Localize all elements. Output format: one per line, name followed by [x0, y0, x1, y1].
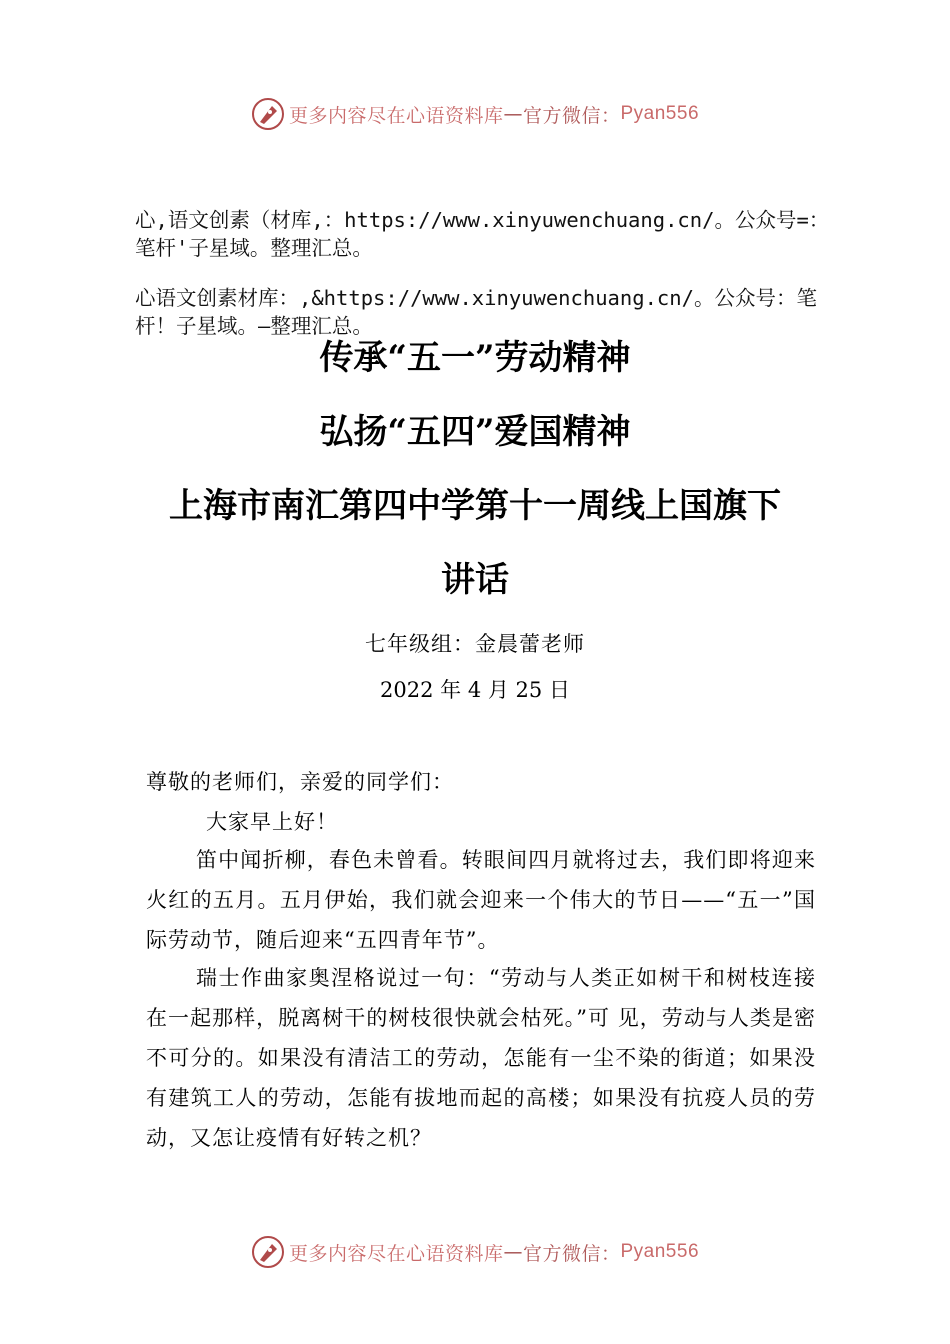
footer-banner-text: 更多内容尽在心语资料库	[288, 1242, 504, 1265]
footer-banner-wechat-id: Pyan556	[620, 1241, 700, 1262]
author-line: 七年级组：金晨蕾老师	[365, 632, 585, 656]
title-line-1: 传承“五一”劳动精神	[319, 338, 631, 378]
paragraph-2: 瑞士作曲家奥涅格说过一句：“劳动与人类正如树干和树枝连接在一起那样，脱离树干的树枝很快就会枯死。”可 见，劳动与人类是密不可分的。如果没有清洁工的劳动，怎能有一尘不染的街道；如果没有建筑工人的劳动，怎能有拔地而起的高楼；如果没有抗疫人员的劳动，又怎让疫情有好转之机？	[146, 966, 816, 1150]
footer-banner	[0, 1232, 950, 1272]
header-banner-dash: —	[503, 103, 523, 125]
greeting: 尊敬的老师们，亲爱的同学们：	[146, 770, 454, 794]
hello-line: 大家早上好！	[206, 810, 338, 834]
title-line-4: 讲话	[441, 560, 509, 600]
header-banner-wechat-label: 官方微信：	[522, 104, 621, 127]
header-banner-wechat-id: Pyan556	[620, 103, 700, 124]
pen-nib-logo-icon	[251, 1235, 285, 1269]
watermark-line-2: 心语文创素材库：,&https://www.xinyuwenchuang.cn/。公众号：笔杆！子星域。—整理汇总。	[135, 286, 817, 338]
watermark-line-1: 心,语文创素（材库,：https://www.xinyuwenchuang.cn/。公众号=：笔杆'子星域。整理汇总。	[135, 208, 830, 260]
header-banner-text: 更多内容尽在心语资料库	[288, 104, 504, 127]
pen-nib-logo-icon	[251, 97, 285, 131]
title-line-2: 弘扬“五四”爱国精神	[319, 412, 631, 452]
title-line-3: 上海市南汇第四中学第十一周线上国旗下	[169, 486, 781, 526]
footer-banner-wechat-label: 官方微信：	[522, 1242, 621, 1265]
paragraph-1: 笛中闻折柳，春色未曾看。转眼间四月就将过去，我们即将迎来火红的五月。五月伊始，我们就会迎来一个伟大的节日——“五一”国际劳动节，随后迎来“五四青年节”。	[146, 848, 816, 952]
date-line: 2022 年 4 月 25 日	[380, 678, 570, 702]
footer-banner-dash: —	[503, 1241, 523, 1263]
header-banner	[0, 94, 950, 134]
